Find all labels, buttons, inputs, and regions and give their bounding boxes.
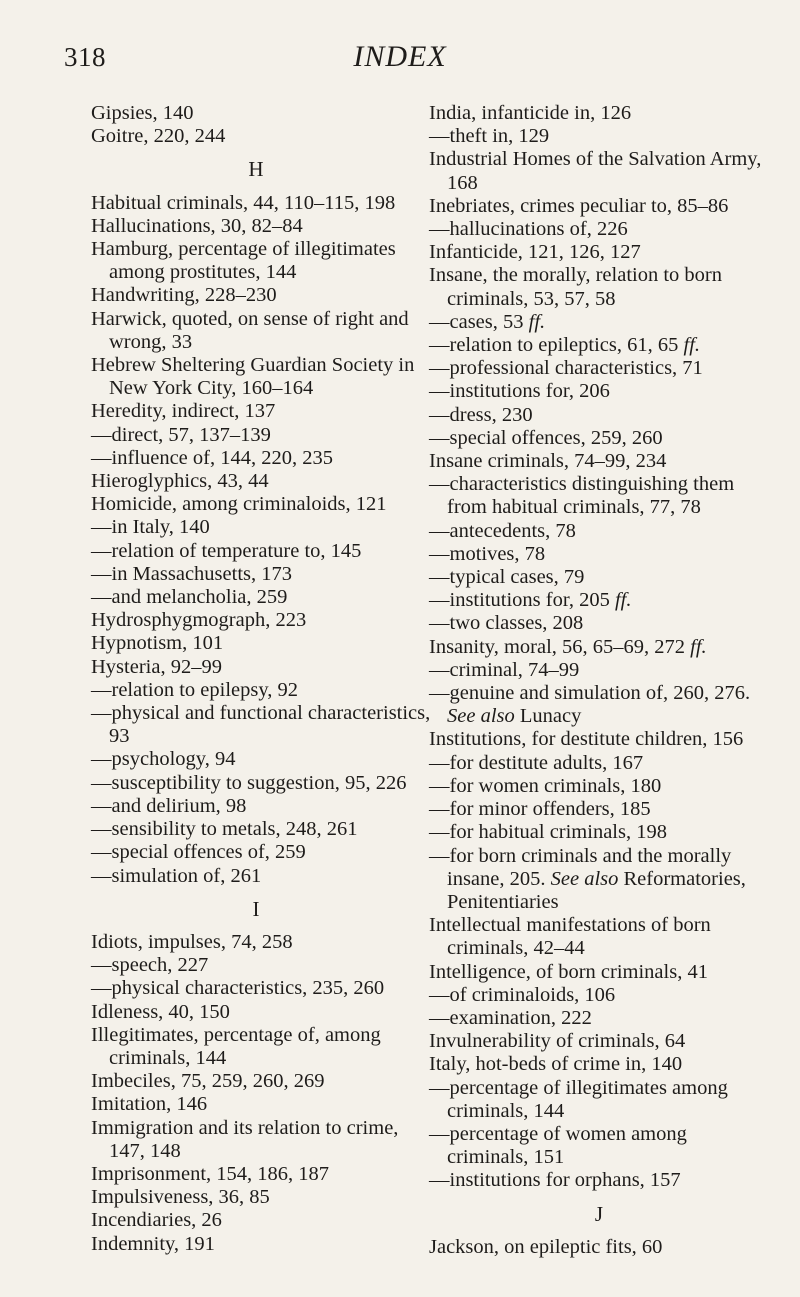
index-entry-text: Insanity, moral, 56, 65–69, 272 — [429, 635, 686, 658]
index-entry: —in Massachusetts, 173 — [91, 562, 292, 585]
index-entry: —susceptibility to suggestion, 95, 226 — [91, 771, 407, 794]
index-entry: —simulation of, 261 — [91, 864, 262, 887]
index-entry: Italy, hot-beds of crime in, 140 — [429, 1053, 683, 1076]
section-letter: I — [252, 896, 260, 921]
index-entry: India, infanticide in, 126 — [429, 102, 632, 124]
index-entry: —motives, 78 — [429, 542, 546, 565]
index-entry: Insane criminals, 74–99, 234 — [429, 450, 667, 473]
index-entry: Hydrosphygmograph, 223 — [91, 609, 307, 632]
index-entry: Hieroglyphics, 43, 44 — [91, 470, 269, 493]
index-entry: Hebrew Sheltering Guardian Society in New York City, 160–164 — [91, 354, 415, 400]
index-entry: Hysteria, 92–99 — [91, 655, 222, 678]
index-entry: Habitual criminals, 44, 110–115, 198 — [91, 191, 396, 214]
index-entry-tail: Lunacy — [519, 705, 582, 728]
index-entry: —hallucinations of, 226 — [429, 218, 628, 241]
index-entry: Goitre, 220, 244 — [91, 125, 226, 148]
index-entry: —institutions for orphans, 157 — [429, 1169, 681, 1192]
index-entry: Imbeciles, 75, 259, 260, 269 — [91, 1070, 325, 1093]
index-entry: Industrial Homes of the Salvation Army, 168 — [429, 148, 762, 194]
index-entry: Hallucinations, 30, 82–84 — [91, 214, 303, 237]
index-entry: Immigration and its relation to crime, 147, 148 — [91, 1116, 399, 1162]
index-entry: Homicide, among criminaloids, 121 — [91, 493, 387, 516]
index-entry: —antecedents, 78 — [429, 519, 576, 542]
index-entry: —speech, 227 — [91, 954, 209, 977]
index-entry: —characteristics distinguishing them from habitual criminals, 77, 78 — [429, 473, 735, 519]
index-entry: —psychology, 94 — [91, 748, 236, 771]
index-column-left — [91, 102, 431, 1256]
index-entry: Inebriates, crimes peculiar to, 85–86 — [429, 194, 729, 217]
index-entry: —relation to epilepsy, 92 — [91, 678, 299, 701]
index-entry-text: —institutions for, 205 — [429, 589, 610, 612]
index-entry: Handwriting, 228–230 — [91, 284, 277, 307]
index-entry-italic: ff. — [528, 310, 546, 333]
index-column-right — [429, 102, 769, 1259]
index-entry — [429, 682, 769, 728]
index-entry-text: —genuine and simulation of, 260, 276. — [429, 682, 751, 705]
index-entry: Institutions, for destitute children, 156 — [429, 728, 744, 751]
index-entry: —professional characteristics, 71 — [429, 357, 703, 380]
index-entry: —theft in, 129 — [429, 125, 550, 148]
index-entry: Insane, the morally, relation to born criminals, 53, 57, 58 — [429, 264, 722, 310]
index-entry: Illegitimates, percentage of, among criminals, 144 — [91, 1023, 381, 1069]
index-entry: —relation of temperature to, 145 — [91, 539, 362, 562]
index-entry: Idiots, impulses, 74, 258 — [91, 930, 293, 953]
index-entry: —for women criminals, 180 — [429, 774, 662, 797]
index-entry-italic: See also — [550, 867, 619, 890]
index-entry: Impulsiveness, 36, 85 — [91, 1186, 270, 1209]
index-entry: Imprisonment, 154, 186, 187 — [91, 1162, 330, 1185]
index-entry: Idleness, 40, 150 — [91, 1000, 230, 1023]
index-entry: —for destitute adults, 167 — [429, 751, 644, 774]
index-entry-italic: ff. — [614, 589, 632, 612]
index-entry: Hamburg, percentage of illegitimates among prostitutes, 144 — [91, 238, 396, 284]
index-entry — [429, 845, 769, 915]
index-entry: —influence of, 144, 220, 235 — [91, 446, 333, 469]
index-entry-text: —for born criminals and the morally insane, 205. — [429, 844, 732, 890]
index-entry: —and delirium, 98 — [91, 794, 247, 817]
index-entry-tail: Reformatories, Penitentiaries — [447, 867, 746, 913]
index-entry: —criminal, 74–99 — [429, 658, 580, 681]
index-entry: —percentage of illegitimates among criminals, 144 — [429, 1076, 728, 1122]
index-entry: —physical characteristics, 235, 260 — [91, 977, 385, 1000]
index-entry-italic: ff. — [690, 635, 707, 658]
index-entry: Harwick, quoted, on sense of right and wrong, 33 — [91, 307, 409, 353]
index-entry: —for minor offenders, 185 — [429, 798, 651, 821]
index-entry: Indemnity, 191 — [91, 1232, 215, 1255]
index-entry — [429, 334, 769, 357]
page-number: 318 — [64, 42, 106, 72]
index-entry: —in Italy, 140 — [91, 516, 210, 539]
index-entry: —direct, 57, 137–139 — [91, 423, 271, 446]
index-entry: Intelligence, of born criminals, 41 — [429, 960, 708, 983]
index-entry-italic: See also — [447, 705, 515, 728]
index-entry: —typical cases, 79 — [429, 566, 585, 589]
index-entry: Intellectual manifestations of born criminals, 42–44 — [429, 914, 711, 960]
index-entry: Invulnerability of criminals, 64 — [429, 1030, 686, 1053]
index-entry: Jackson, on epileptic fits, 60 — [429, 1235, 663, 1258]
index-entry — [429, 589, 769, 612]
index-entry-text: —relation to epileptics, 61, 65 — [429, 334, 679, 357]
index-entry: Incendiaries, 26 — [91, 1209, 222, 1232]
section-letter: H — [248, 157, 264, 182]
index-entry: —special offences, 259, 260 — [429, 426, 663, 449]
index-entry: —examination, 222 — [429, 1006, 592, 1029]
index-entry: Gipsies, 140 — [91, 102, 194, 124]
index-entry: Hypnotism, 101 — [91, 632, 224, 655]
running-head: INDEX — [353, 40, 447, 73]
index-entry: —institutions for, 206 — [429, 380, 610, 403]
index-entry: —for habitual criminals, 198 — [429, 821, 667, 844]
index-entry: —special offences of, 259 — [91, 841, 306, 864]
section-letter: J — [594, 1201, 604, 1226]
index-entry: —and melancholia, 259 — [91, 586, 288, 609]
index-entry: —dress, 230 — [429, 403, 533, 426]
index-entry: Heredity, indirect, 137 — [91, 400, 276, 423]
index-entry: —two classes, 208 — [429, 612, 584, 635]
index-entry: —of criminaloids, 106 — [429, 983, 616, 1006]
index-entry-italic: ff. — [683, 334, 701, 357]
index-entry: —sensibility to metals, 248, 261 — [91, 818, 358, 841]
index-entry — [429, 311, 769, 334]
index-entry: Imitation, 146 — [91, 1093, 208, 1116]
index-entry: Infanticide, 121, 126, 127 — [429, 241, 641, 264]
index-entry — [429, 636, 769, 659]
index-entry: —physical and functional characteristics, 93 — [91, 702, 431, 748]
index-entry-text: —cases, 53 — [429, 310, 524, 333]
index-entry: —percentage of women among criminals, 151 — [429, 1122, 687, 1169]
